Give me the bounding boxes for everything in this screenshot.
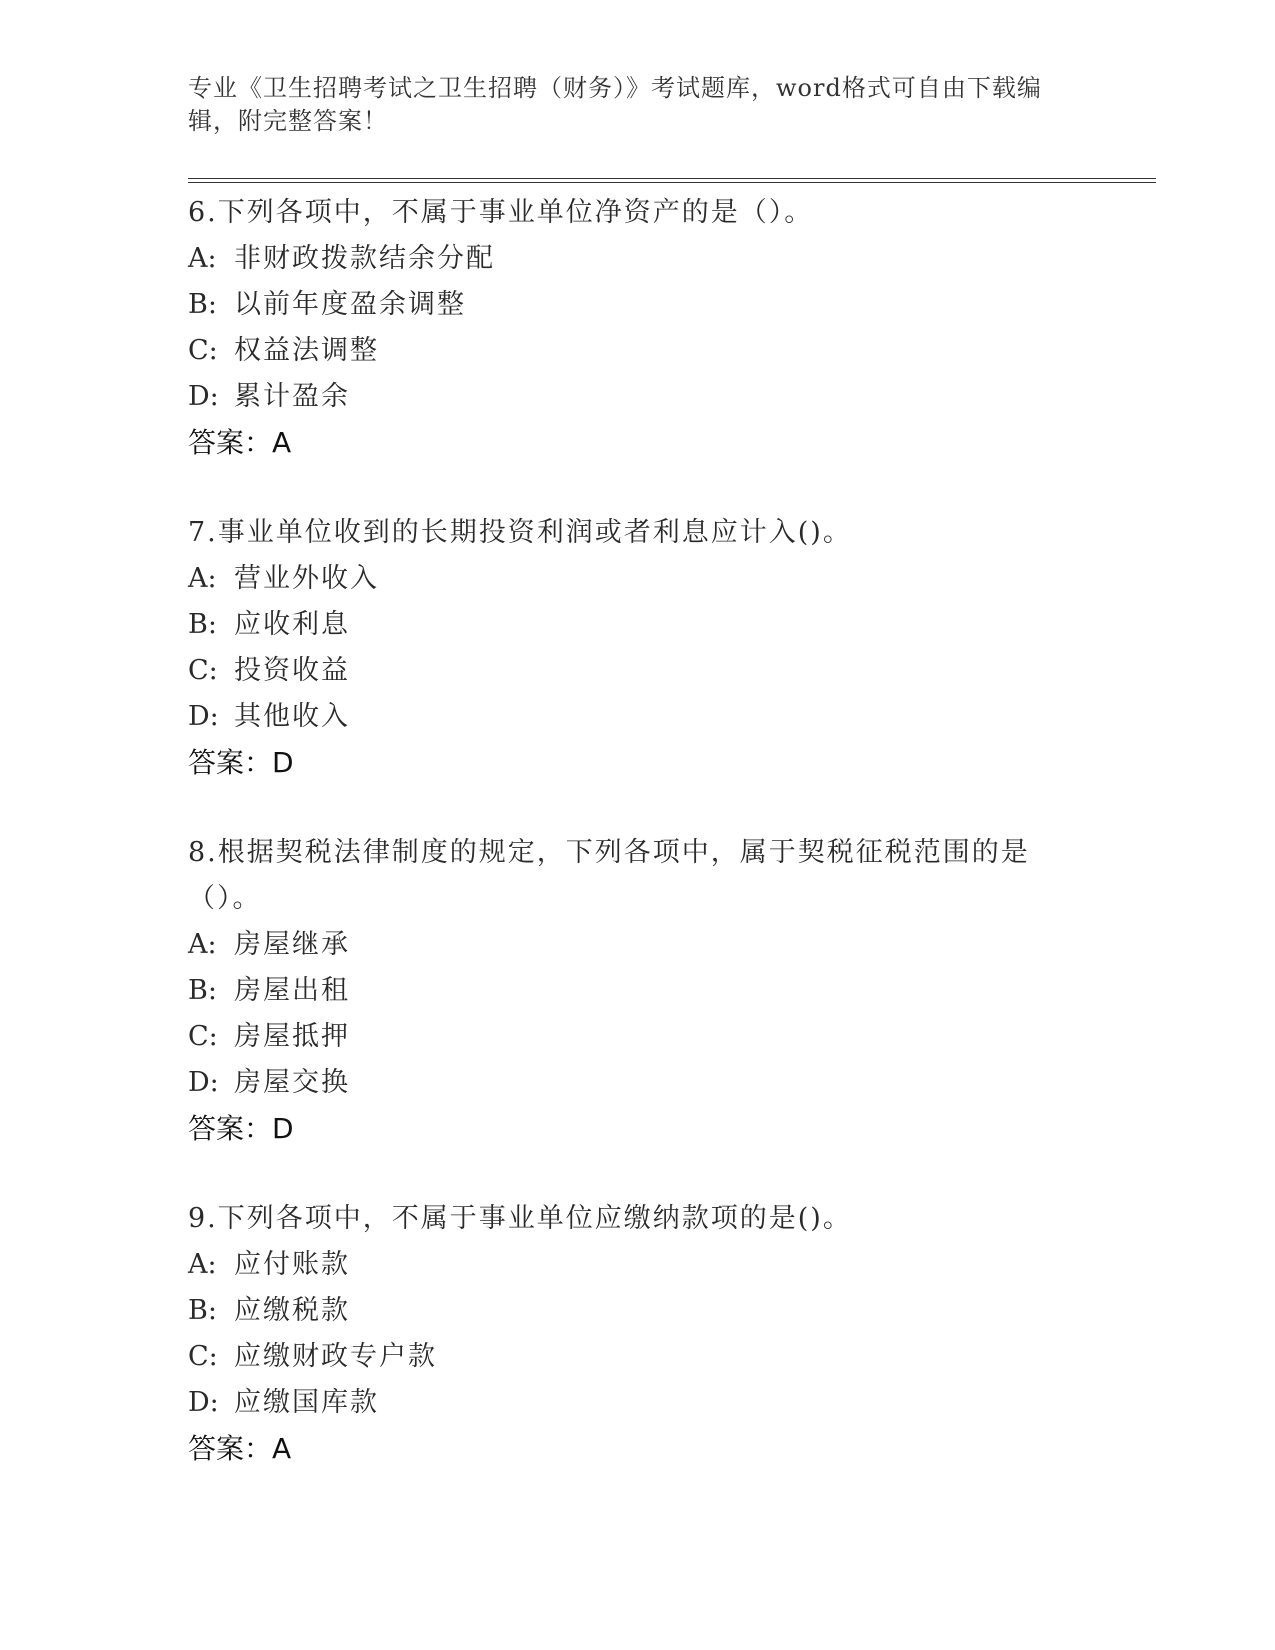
- option-text: 应付账款: [234, 1249, 350, 1280]
- option-letter: C:: [188, 1341, 218, 1372]
- option-letter: A:: [188, 563, 217, 594]
- option-text: 房屋交换: [234, 1067, 350, 1098]
- option-b: [188, 968, 1068, 1014]
- option-text: 房屋抵押: [234, 1021, 350, 1052]
- option-a: [188, 1242, 1068, 1288]
- header-divider-top: [188, 178, 1156, 179]
- option-letter: C:: [188, 655, 218, 686]
- option-d: [188, 1060, 1068, 1106]
- question-stem: 7.事业单位收到的长期投资利润或者利息应计入()。: [188, 517, 852, 548]
- option-d: [188, 1380, 1068, 1426]
- option-letter: D:: [188, 701, 219, 732]
- option-text: 房屋出租: [234, 975, 350, 1006]
- option-c: [188, 1334, 1068, 1380]
- option-text: 房屋继承: [234, 929, 350, 960]
- question-stem: 9.下列各项中，不属于事业单位应缴纳款项的是()。: [188, 1203, 852, 1234]
- option-a: [188, 556, 1068, 602]
- question-stem: 6.下列各项中，不属于事业单位净资产的是（）。: [188, 197, 814, 228]
- option-letter: D:: [188, 1387, 219, 1418]
- option-d: [188, 694, 1068, 740]
- option-text: 累计盈余: [234, 381, 350, 412]
- option-text: 应缴财政专户款: [234, 1341, 437, 1372]
- option-c: [188, 648, 1068, 694]
- option-c: [188, 1014, 1068, 1060]
- answer-line: 答案：D: [188, 746, 294, 779]
- option-letter: B:: [188, 289, 217, 320]
- option-letter: A:: [188, 929, 217, 960]
- option-text: 应收利息: [234, 609, 350, 640]
- option-text: 应缴税款: [234, 1295, 350, 1326]
- option-d: [188, 374, 1068, 420]
- option-text: 非财政拨款结余分配: [234, 243, 495, 274]
- question-9: [188, 1196, 1068, 1472]
- option-text: 以前年度盈余调整: [234, 289, 466, 320]
- option-letter: A:: [188, 243, 217, 274]
- option-b: [188, 1288, 1068, 1334]
- question-8: [188, 830, 1068, 1152]
- option-b: [188, 602, 1068, 648]
- question-stem: 8.根据契税法律制度的规定，下列各项中，属于契税征税范围的是（）。: [188, 837, 1030, 914]
- option-letter: D:: [188, 381, 219, 412]
- option-letter: C:: [188, 1021, 218, 1052]
- header-divider-bottom: [188, 182, 1156, 183]
- option-text: 权益法调整: [234, 335, 379, 366]
- option-a: [188, 236, 1068, 282]
- answer-line: 答案：A: [188, 426, 292, 459]
- option-letter: A:: [188, 1249, 217, 1280]
- option-text: 其他收入: [234, 701, 350, 732]
- question-7: [188, 510, 1068, 786]
- document-header: 专业《卫生招聘考试之卫生招聘（财务）》考试题库，word格式可自由下载编辑，附完整答案！: [188, 74, 1042, 135]
- option-text: 应缴国库款: [234, 1387, 379, 1418]
- question-6: [188, 190, 1068, 466]
- answer-line: 答案：D: [188, 1112, 294, 1145]
- option-letter: B:: [188, 1295, 217, 1326]
- option-c: [188, 328, 1068, 374]
- answer-line: 答案：A: [188, 1432, 292, 1465]
- option-text: 投资收益: [234, 655, 350, 686]
- option-letter: C:: [188, 335, 218, 366]
- option-letter: D:: [188, 1067, 219, 1098]
- option-b: [188, 282, 1068, 328]
- question-list: [188, 190, 1068, 1516]
- option-letter: B:: [188, 975, 217, 1006]
- option-text: 营业外收入: [234, 563, 379, 594]
- option-letter: B:: [188, 609, 217, 640]
- option-a: [188, 922, 1068, 968]
